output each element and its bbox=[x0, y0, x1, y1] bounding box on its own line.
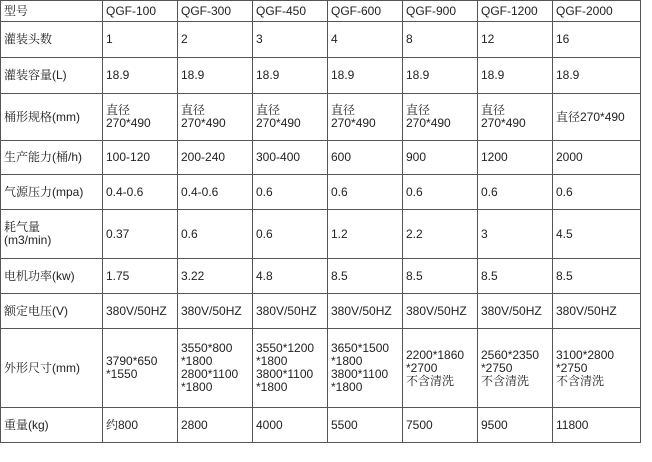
table-cell: 1.75 bbox=[103, 259, 178, 294]
table-cell: 0.6 bbox=[253, 175, 328, 210]
table-row bbox=[1, 58, 641, 94]
table-cell: 380V/50HZ bbox=[253, 294, 328, 329]
table-cell: 2200*1860 *2700 不含清洗 bbox=[403, 329, 478, 408]
table-cell: 12 bbox=[478, 22, 553, 58]
table-row bbox=[1, 175, 641, 210]
table-cell: 4000 bbox=[253, 408, 328, 443]
table-cell: 18.9 bbox=[403, 58, 478, 94]
row-header: 气源压力(mpa) bbox=[1, 175, 103, 210]
table-cell: 8.5 bbox=[478, 259, 553, 294]
table-cell: QGF-2000 bbox=[553, 1, 641, 22]
table-cell: 0.4-0.6 bbox=[178, 175, 253, 210]
table-cell: 8.5 bbox=[553, 259, 641, 294]
row-header: 生产能力(桶/h) bbox=[1, 141, 103, 175]
table-row bbox=[1, 329, 641, 408]
table-cell: 8.5 bbox=[328, 259, 403, 294]
table-cell: 3650*1500 *1800 3800*1100 *1800 bbox=[328, 329, 403, 408]
table-cell: 直径 270*490 bbox=[403, 94, 478, 141]
table-cell: 3.22 bbox=[178, 259, 253, 294]
table-cell: 4.8 bbox=[253, 259, 328, 294]
table-cell: 直径 270*490 bbox=[178, 94, 253, 141]
table-cell: 1 bbox=[103, 22, 178, 58]
spec-table-body bbox=[1, 1, 641, 443]
table-cell: 0.6 bbox=[253, 210, 328, 259]
row-header: 重量(kg) bbox=[1, 408, 103, 443]
table-row bbox=[1, 1, 641, 22]
row-header: 电机功率(kw) bbox=[1, 259, 103, 294]
table-cell: 直径270*490 bbox=[553, 94, 641, 141]
table-cell: 18.9 bbox=[328, 58, 403, 94]
table-cell: 600 bbox=[328, 141, 403, 175]
table-cell: 3550*800 *1800 2800*1100 *1800 bbox=[178, 329, 253, 408]
table-cell: QGF-1200 bbox=[478, 1, 553, 22]
table-cell: 100-120 bbox=[103, 141, 178, 175]
table-cell: 7500 bbox=[403, 408, 478, 443]
table-cell: 2560*2350 *2750 不含清洗 bbox=[478, 329, 553, 408]
table-cell: 18.9 bbox=[553, 58, 641, 94]
table-cell: 0.37 bbox=[103, 210, 178, 259]
table-cell: 8.5 bbox=[403, 259, 478, 294]
table-cell: 300-400 bbox=[253, 141, 328, 175]
table-row bbox=[1, 408, 641, 443]
table-row bbox=[1, 210, 641, 259]
table-cell: 200-240 bbox=[178, 141, 253, 175]
table-cell: 3790*650 *1550 bbox=[103, 329, 178, 408]
table-cell: 4.5 bbox=[553, 210, 641, 259]
table-cell: QGF-450 bbox=[253, 1, 328, 22]
row-header: 型号 bbox=[1, 1, 103, 22]
table-cell: 0.6 bbox=[328, 175, 403, 210]
table-cell: 380V/50HZ bbox=[178, 294, 253, 329]
table-cell: 18.9 bbox=[178, 58, 253, 94]
table-cell: QGF-300 bbox=[178, 1, 253, 22]
table-cell: 380V/50HZ bbox=[103, 294, 178, 329]
row-header: 额定电压(V) bbox=[1, 294, 103, 329]
table-cell: 900 bbox=[403, 141, 478, 175]
table-cell: 直径 270*490 bbox=[253, 94, 328, 141]
table-cell: 380V/50HZ bbox=[328, 294, 403, 329]
table-cell: 0.6 bbox=[178, 210, 253, 259]
table-cell: 9500 bbox=[478, 408, 553, 443]
table-cell: 2.2 bbox=[403, 210, 478, 259]
row-header: 灌装容量(L) bbox=[1, 58, 103, 94]
table-cell: 0.6 bbox=[553, 175, 641, 210]
table-cell: 2000 bbox=[553, 141, 641, 175]
table-cell: 2800 bbox=[178, 408, 253, 443]
table-cell: 3100*2800 *2750 不含清洗 bbox=[553, 329, 641, 408]
table-cell: 0.6 bbox=[478, 175, 553, 210]
table-cell: 约800 bbox=[103, 408, 178, 443]
row-header: 耗气量 (m3/min) bbox=[1, 210, 103, 259]
table-cell: 5500 bbox=[328, 408, 403, 443]
table-row bbox=[1, 259, 641, 294]
table-cell: 8 bbox=[403, 22, 478, 58]
table-cell: 3550*1200 *1800 3800*1100 *1800 bbox=[253, 329, 328, 408]
table-row bbox=[1, 22, 641, 58]
table-cell: 3 bbox=[478, 210, 553, 259]
row-header: 桶形规格(mm) bbox=[1, 94, 103, 141]
row-header: 外形尺寸(mm) bbox=[1, 329, 103, 408]
table-cell: 0.4-0.6 bbox=[103, 175, 178, 210]
row-header: 灌装头数 bbox=[1, 22, 103, 58]
table-cell: 3 bbox=[253, 22, 328, 58]
table-cell: 380V/50HZ bbox=[478, 294, 553, 329]
table-cell: 11800 bbox=[553, 408, 641, 443]
table-row bbox=[1, 294, 641, 329]
table-cell: 0.6 bbox=[403, 175, 478, 210]
table-cell: 4 bbox=[328, 22, 403, 58]
table-cell: QGF-900 bbox=[403, 1, 478, 22]
table-row bbox=[1, 94, 641, 141]
table-cell: 直径 270*490 bbox=[103, 94, 178, 141]
table-row bbox=[1, 141, 641, 175]
table-cell: 2 bbox=[178, 22, 253, 58]
table-cell: 1200 bbox=[478, 141, 553, 175]
table-cell: 18.9 bbox=[253, 58, 328, 94]
table-cell: 16 bbox=[553, 22, 641, 58]
table-cell: 380V/50HZ bbox=[553, 294, 641, 329]
table-cell: 直径270*490 bbox=[478, 94, 553, 141]
table-cell: QGF-100 bbox=[103, 1, 178, 22]
table-cell: 380V/50HZ bbox=[403, 294, 478, 329]
table-cell: 18.9 bbox=[103, 58, 178, 94]
table-cell: 直径 270*490 bbox=[328, 94, 403, 141]
table-cell: QGF-600 bbox=[328, 1, 403, 22]
table-cell: 1.2 bbox=[328, 210, 403, 259]
table-cell: 18.9 bbox=[478, 58, 553, 94]
